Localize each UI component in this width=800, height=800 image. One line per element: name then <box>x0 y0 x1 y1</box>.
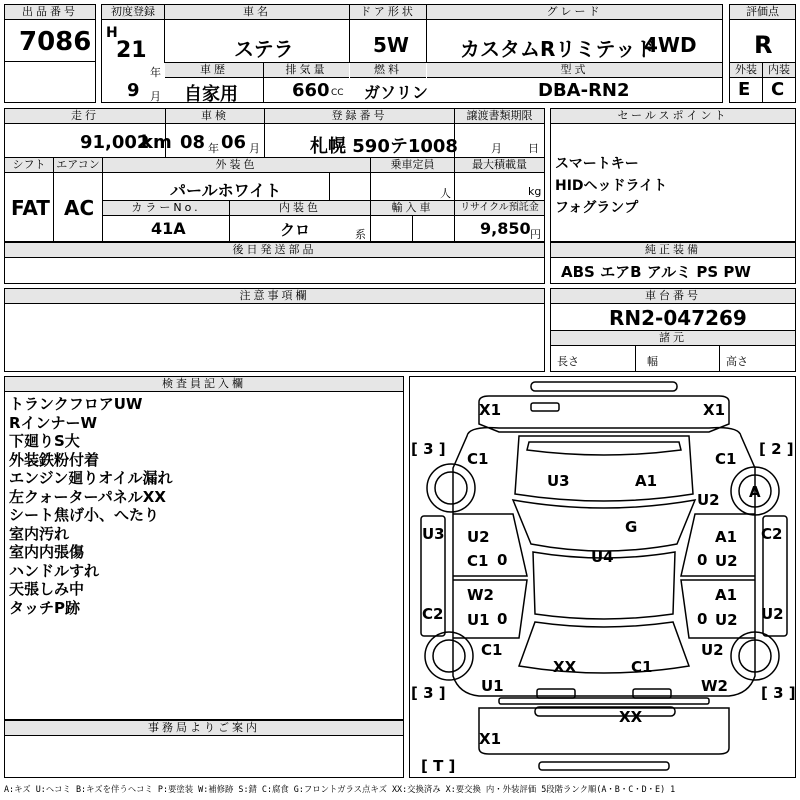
aircon-value: AC <box>64 196 95 220</box>
mileage-value: 91,002 <box>80 132 150 153</box>
note-item: 室内内張傷 <box>9 543 85 561</box>
transfer-day: 日 <box>528 142 539 155</box>
note-item: トランクフロアUW <box>9 395 143 413</box>
mark-c2-right: C2 <box>761 525 783 543</box>
width-label: 幅 <box>647 355 658 368</box>
score-label: 評価点 <box>730 5 795 20</box>
int-color-value: クロ <box>280 221 311 239</box>
later-parts-label: 後日発送部品 <box>5 243 544 258</box>
reg-year: 21 <box>116 38 147 63</box>
person-unit: 人 <box>440 187 451 200</box>
note-item: 天張しみ中 <box>9 580 85 598</box>
genuine-box <box>550 242 796 284</box>
mark-zero-3: 0 <box>497 610 508 628</box>
exterior-label: 外装 <box>730 63 762 78</box>
note-item: シート焦げ小、へたり <box>9 506 160 524</box>
mark-u2-right: U2 <box>761 605 784 623</box>
mark-u1-l2: U1 <box>467 611 490 629</box>
mark-g-glass: G <box>625 518 638 536</box>
mark-c1-rear-r: C1 <box>631 658 653 676</box>
mark-c1-fr: C1 <box>715 450 737 468</box>
kg-unit: kg <box>528 185 542 198</box>
note-item: 左クォーターパネルXX <box>9 487 166 506</box>
mark-a1-r1: A1 <box>715 528 738 546</box>
car-damage-diagram <box>409 376 796 778</box>
chassis-label: 車台番号 <box>551 289 795 304</box>
mark-u3-hood: U3 <box>547 472 570 490</box>
month-unit: 月 <box>150 90 161 103</box>
mark-u2-l1: U2 <box>467 528 490 546</box>
transfer-label: 譲渡書類期限 <box>455 109 544 124</box>
mark-w2-rr: W2 <box>701 677 728 695</box>
chassis-value: RN2-047269 <box>609 306 747 330</box>
tag-right-bottom: [ 3 ] <box>761 684 796 702</box>
lot-number: 7086 <box>19 27 92 57</box>
score-box <box>729 4 796 103</box>
mark-w2-l: W2 <box>467 586 494 604</box>
displacement-label: 排気量 <box>264 63 349 78</box>
mark-u2-fr: U2 <box>697 491 720 509</box>
import-label: 輸入車 <box>371 201 454 216</box>
tag-trunk: [ T ] <box>421 757 456 775</box>
length-label: 長さ <box>557 355 579 368</box>
inspector-box <box>4 376 404 720</box>
doors-label: ドア形状 <box>350 5 426 20</box>
inspector-label: 検査員記入欄 <box>5 377 403 392</box>
max-load-label: 最大積載量 <box>455 158 544 173</box>
legend-text: A:キズ U:ヘコミ B:キズを伴うヘコミ P:要塗装 W:補修跡 S:錆 C:腐食 G:フロントガラス点キズ XX:交換済み X:要交換 内・外装評価 5段階ランク順(A・B・C・D・E) 1 <box>4 784 676 794</box>
exterior-grade: E <box>738 79 751 100</box>
type-code-label: 型式 <box>427 63 722 78</box>
mark-x1-bottom: X1 <box>479 730 502 748</box>
sales-point-2: HIDヘッドライト <box>555 178 668 194</box>
sales-point-label: セールスポイント <box>551 109 795 124</box>
mark-xx-bumper: XX <box>619 708 643 726</box>
grade-label: グレード <box>427 5 722 20</box>
tag-left-bottom: [ 3 ] <box>411 684 446 702</box>
reg-month: 9 <box>127 80 140 101</box>
notes-box <box>4 288 545 372</box>
color-no-label: カラーNo. <box>103 201 229 216</box>
mark-x1-tl: X1 <box>479 401 502 419</box>
office-label: 事務局よりご案内 <box>5 721 403 736</box>
mark-u1-rl: U1 <box>481 677 504 695</box>
mark-c1-l1: C1 <box>467 552 489 570</box>
sales-point-box <box>550 108 796 242</box>
model-name: ステラ <box>234 37 294 61</box>
capacity-label: 乗車定員 <box>371 158 454 173</box>
history-label: 車歴 <box>165 63 263 78</box>
mark-u4-roof: U4 <box>591 548 614 566</box>
genuine-label: 純正装備 <box>551 243 795 258</box>
era: H <box>106 25 118 41</box>
equipment-list: ABS エアB アルミ PS PW <box>561 263 751 281</box>
mark-c2-left: C2 <box>422 605 444 623</box>
regno-value: 札幌 590テ1008 <box>310 136 458 157</box>
mileage-label: 走行 <box>5 109 165 124</box>
mark-u2-r2: U2 <box>715 611 738 629</box>
note-item: タッチP跡 <box>9 598 80 617</box>
note-item: RインナーW <box>9 413 98 432</box>
note-item: 室内汚れ <box>9 524 70 543</box>
score-value: R <box>754 31 773 59</box>
mark-a-wheel: A <box>749 483 761 501</box>
note-item: 外装鉄粉付着 <box>9 450 100 469</box>
regno-label: 登録番号 <box>265 109 454 124</box>
recycle-value: 9,850 <box>480 219 531 238</box>
yen-unit: 円 <box>530 228 541 241</box>
mark-zero-4: 0 <box>697 610 708 628</box>
year-unit: 年 <box>150 66 161 79</box>
shift-label: シフト <box>5 158 53 173</box>
color-no-value: 41A <box>151 219 186 238</box>
mark-u3-side: U3 <box>422 525 445 543</box>
note-item: ハンドルすれ <box>9 561 100 580</box>
mark-a1-hood: A1 <box>635 472 658 490</box>
inspection-label: 車検 <box>166 109 264 124</box>
insp-year-unit: 年 <box>208 142 219 155</box>
kei-unit: 系 <box>355 228 366 241</box>
mark-zero-1: 0 <box>497 551 508 569</box>
chassis-box <box>550 288 796 372</box>
sales-point-1: スマートキー <box>555 156 639 172</box>
drive-type: 4WD <box>644 33 697 57</box>
fuel-label: 燃料 <box>350 63 426 78</box>
sales-point-3: フォグランプ <box>555 200 639 216</box>
ext-color-value: パールホワイト <box>170 181 282 200</box>
mark-xx-rear-l: XX <box>553 658 577 676</box>
details-box <box>4 108 545 242</box>
tag-right-top: [ 2 ] <box>759 440 794 458</box>
mark-c1-fl: C1 <box>467 450 489 468</box>
first-reg-label: 初度登録 <box>102 5 164 20</box>
shift-value: FAT <box>11 196 50 220</box>
recycle-label: リサイクル預託金 <box>455 201 544 216</box>
lot-empty-box <box>4 61 96 103</box>
type-code-value: DBA-RN2 <box>538 80 630 101</box>
tag-left-top: [ 3 ] <box>411 440 446 458</box>
history-value: 自家用 <box>184 84 238 105</box>
fuel-value: ガソリン <box>364 83 429 102</box>
later-parts-box <box>4 242 545 284</box>
inspector-notes-list <box>9 395 173 617</box>
height-label: 高さ <box>726 355 748 368</box>
specs-label: 諸元 <box>551 331 795 346</box>
lot-box <box>4 4 96 62</box>
model-label: 車名 <box>165 5 349 20</box>
mark-a1-r2: A1 <box>715 586 738 604</box>
ext-color-label: 外装色 <box>103 158 370 173</box>
mark-zero-2: 0 <box>697 551 708 569</box>
office-box <box>4 720 404 778</box>
inspection-month: 06 <box>221 132 247 153</box>
note-item: エンジン廻りオイル漏れ <box>9 469 173 487</box>
door-type: 5W <box>373 33 409 57</box>
mark-u2-r1: U2 <box>715 552 738 570</box>
lot-label: 出品番号 <box>5 5 95 20</box>
mark-c1-rl: C1 <box>481 641 503 659</box>
mark-u2-rr: U2 <box>701 641 724 659</box>
note-item: 下廻りS大 <box>9 432 80 450</box>
displacement-value: 660 <box>292 80 330 101</box>
km-unit: km <box>141 132 172 153</box>
int-color-label: 内装色 <box>230 201 370 216</box>
interior-label: 内装 <box>763 63 795 78</box>
transfer-month: 月 <box>491 142 502 155</box>
insp-month-unit: 月 <box>249 142 260 155</box>
mark-x1-tr: X1 <box>703 401 726 419</box>
cc-unit: CC <box>331 88 344 98</box>
interior-grade: C <box>771 79 785 100</box>
grade-name: カスタムRリミテッド <box>460 37 656 61</box>
aircon-label: エアコン <box>54 158 102 173</box>
notes-label: 注意事項欄 <box>5 289 544 304</box>
inspection-year: 08 <box>180 132 206 153</box>
